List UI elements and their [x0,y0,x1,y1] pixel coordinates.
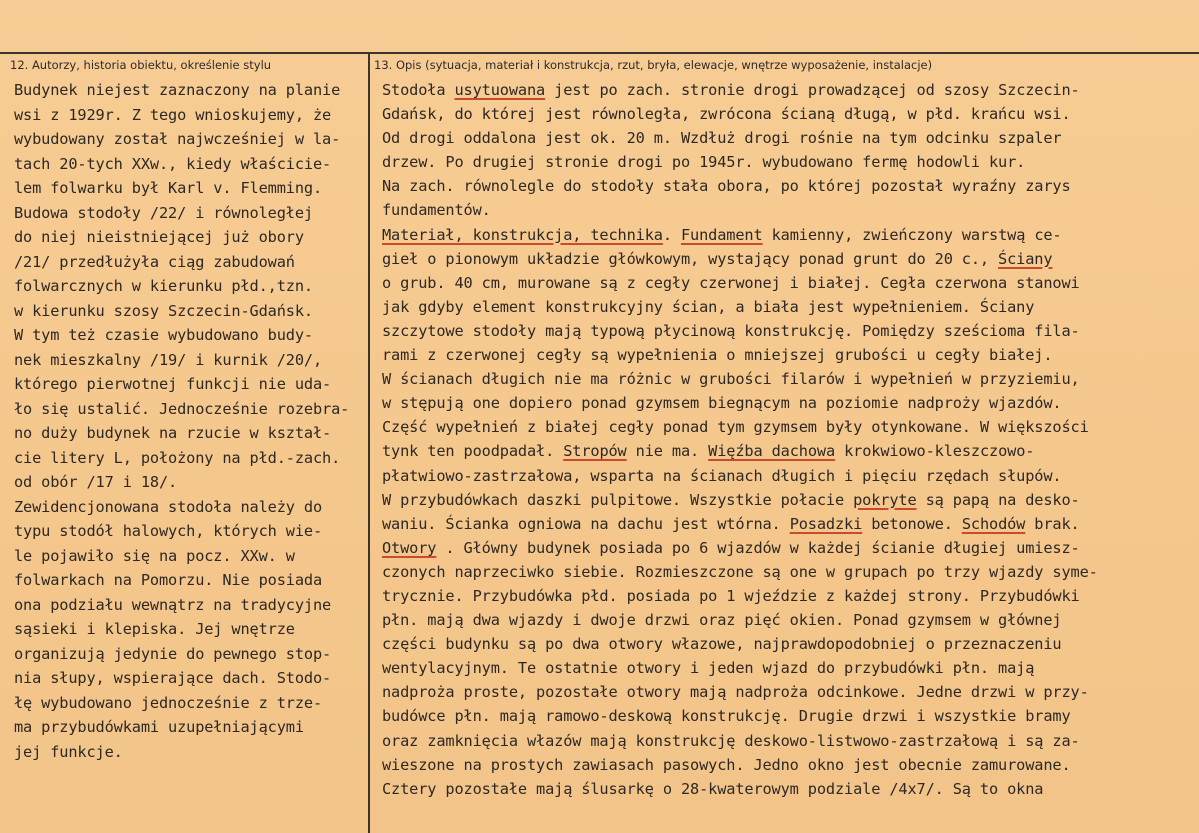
underlined-term: Ściany [998,249,1053,268]
description-text-line [382,415,1198,439]
section-12-heading: 12. Autorzy, historia obiektu, określenie stylu [10,58,272,72]
history-text-line: którego pierwotnej funkcji nie uda- [14,375,332,393]
description-text-line [382,126,1198,150]
underlined-term: Stropów [563,442,627,461]
text-segment: Na zach. równolegle do stodoły stała obora, po której pozostał wyraźny zarys [382,177,1071,196]
description-text-line [382,656,1198,680]
history-text-line: ma przybudówkami uzupełniającymi [14,718,304,736]
history-text-line: typu stodół halowych, których wie- [14,522,323,540]
text-segment: płn. mają dwa wjazdy i dwoje drzwi oraz pięć okien. Ponad gzymsem w głównej [382,611,1062,630]
description-column [382,78,1198,801]
history-text-line: folwarcznych w kierunku płd.,tzn. [14,277,313,295]
text-segment: są papą na desko- [916,490,1080,509]
text-segment: jak gdyby element konstrukcyjny ścian, a biała jest wypełnieniem. Ściany [382,297,1035,316]
text-segment: betonowe. [862,514,962,533]
text-segment: budówce płn. mają ramowo-deskową konstrukcję. Drugie drzwi i wszystkie bramy [382,707,1071,726]
description-text-line [382,295,1198,319]
history-text-line: sąsieki i klepiska. Jej wnętrze [14,620,295,638]
history-text-line: nek mieszkalny /19/ i kurnik /20/, [14,350,323,369]
text-segment: płatwiowo-zastrzałowa, wsparta na ścianach długich i pięciu rzędach słupów. [382,466,1062,485]
text-segment: kamienny, zwieńczony warstwą ce- [762,225,1062,244]
history-text-line: lem folwarku był Karl v. Flemming. [14,179,323,197]
text-segment: . [662,225,681,244]
text-segment: waniu. Ścianka ogniowa na dachu jest wtórna. [382,514,790,533]
text-segment: czonych naprzeciwko siebie. Rozmieszczone są one w grupach po trzy wjazdy syme- [382,562,1098,581]
text-segment: W przybudówkach daszki pulpitowe. Wszystkie połacie [382,490,854,509]
underlined-term: usytuowana [454,81,546,99]
text-segment: tynk ten poodpadał. [382,442,564,461]
description-text-line [382,223,1198,247]
text-segment: rami z czerwonej cegły są wypełnienia o mniejszej grubości u cegły białej. [382,346,1053,365]
text-segment: drzew. Po drugiej stronie drogi po 1945r. wybudowano fermę hodowli kur. [382,153,1026,172]
history-text-line: do niej nieistniejącej już obory [14,228,304,246]
text-segment: Cztery pozostałe mają ślusarkę o 28-kwaterowym podziale /4x7/. Są to okna [382,779,1044,798]
top-rule [0,52,1199,54]
text-segment: brak. [1025,514,1080,533]
history-text-line: no duży budynek na rzucie w kształ- [14,424,332,442]
text-segment: szczytowe stodoły mają typową płycinową konstrukcję. Pomiędzy sześcioma fila- [382,321,1080,340]
history-text-line: Budowa stodoły /22/ i równoległej [14,203,313,222]
description-text-line [382,777,1198,801]
text-segment: fundamentów. [382,201,491,220]
text-segment: oraz zamknięcia włazów mają konstrukcję deskowo-listwowo-zastrzałową i są za- [382,731,1080,750]
description-text-line [382,512,1198,536]
description-text-line [382,343,1198,367]
history-text-line: folwarkach na Pomorzu. Nie posiada [14,571,323,589]
description-text-line [382,464,1198,488]
underlined-term: Więźba dachowa [708,442,836,461]
underlined-term: Schodów [961,514,1026,533]
history-text-line: /21/ przedłużyła ciąg zabudowań [14,252,295,271]
description-text-line [382,632,1198,656]
description-text-line [382,729,1198,753]
history-text-line: W tym też czasie wybudowano budy- [14,326,313,344]
underlined-term: Materiał, konstrukcja, technika [382,225,663,244]
history-text-line: organizują jedynie do pewnego stop- [14,644,332,663]
description-text-line [382,271,1198,295]
description-text-line [382,391,1198,415]
description-text-line [382,536,1198,560]
history-text-line: tach 20-tych XXw., kiedy właściciе- [14,154,332,173]
text-segment: Część wypełnień z białej cegły ponad tym gzymsem były otynkowane. W większości [382,418,1089,437]
text-segment: Stodoła [382,81,455,99]
history-text-line: wsi z 1929r. Z tego wnioskujemy, że [14,105,332,124]
description-text-line [382,560,1198,584]
text-segment: Gdańsk, do której jest równoległa, zwrócona ścianą długą, w płd. krańcu wsi. [382,105,1071,124]
history-text-line: od obór /17 i 18/. [14,473,178,491]
history-text-line: Budynek niejest zaznaczony na planie [14,81,341,99]
description-text-line [382,680,1198,704]
text-segment: . Główny budynek posiada po 6 wjazdów w każdej ścianie długiej umiesz- [436,538,1080,557]
history-column [14,78,368,764]
section-13-heading: 13. Opis (sytuacja, materiał i konstrukcja, rzut, bryła, elewacje, wnętrze wyposażenie, instalacje) [374,58,933,72]
text-segment: wieszone na prostych zawiasach pasowych. Jedno okno jest obecnie zamurowane. [382,755,1071,774]
text-segment: jest po zach. stronie drogi prowadzącej od szosy Szczecin- [545,81,1080,99]
description-text-line [382,247,1198,271]
text-segment: krokwiowo-kleszczowo- [835,442,1035,461]
description-text-line [382,608,1198,632]
text-segment: o grub. 40 cm, murowane są z cegły czerwonej i białej. Cegła czerwona stanowi [382,273,1080,292]
description-text-line [382,488,1198,512]
description-text-line [382,367,1198,391]
history-text-line: le pojawiło się na pocz. XXw. w [14,546,295,565]
history-text-line: wybudowany został najwcześniej w la- [14,130,341,148]
description-text-line [382,704,1198,728]
text-segment: W ścianach długich nie ma różnic w grubości filarów i wypełnień w przyziemiu, [382,370,1080,389]
underlined-term: Posadzki [789,514,863,533]
history-text-line: ło się ustalić. Jednocześnie rozebra- [14,399,350,418]
history-text-line: ona podziału wewnątrz na tradycyjne [14,595,332,614]
text-segment: wentylacyjnym. Te ostatnie otwory i jeden wjazd do przybudówki płn. mają [382,659,1035,678]
description-text-line [382,198,1198,222]
description-text-line [382,102,1198,126]
text-segment: nie ma. [626,442,709,461]
description-text-line [382,319,1198,343]
column-divider [368,52,370,833]
history-text-line: łę wybudowano jednocześnie z trze- [14,693,323,712]
history-text-line: w kierunku szosy Szczecin-Gdańsk. [14,301,313,320]
text-segment: części budynku są po dwa otwory włazowe, najprawdopodobniej o przeznaczeniu [382,635,1062,654]
underlined-term: Fundament [680,225,763,244]
text-segment: gieł o pionowym układzie główkowym, wystający ponad grunt do 20 c., [382,249,999,268]
description-text-line [382,753,1198,777]
description-text-line [382,174,1198,198]
text-segment: w stępują one dopiero ponad gzymsem biegnącym na poziomie nadproży wjazdów. [382,394,1062,413]
history-text-line: jej funkcje. [14,742,123,761]
history-text-line: nia słupy, wspierające dach. Stodo- [14,669,332,687]
underlined-term: Otwory [382,538,437,557]
description-text-line [382,78,1198,102]
text-segment: nadproża proste, pozostałe otwory mają nadproża odcinkowe. Jedne drzwi w przy- [382,683,1089,702]
description-text-line [382,150,1198,174]
text-segment: trycznie. Przybudówka płd. posiada po 1 wjeździe z każdej strony. Przybudówki [382,586,1080,605]
underlined-term: pokryte [853,490,917,509]
history-text-line: Zewidencjonowana stodoła należy do [14,497,323,516]
description-text-line [382,439,1198,463]
description-text-line [382,584,1198,608]
text-segment: Od drogi oddalona jest ok. 20 m. Wzdłuż drogi rośnie na tym odcinku szpaler [382,129,1062,148]
history-text-line: cie litery L, położony na płd.-zach. [14,448,341,467]
